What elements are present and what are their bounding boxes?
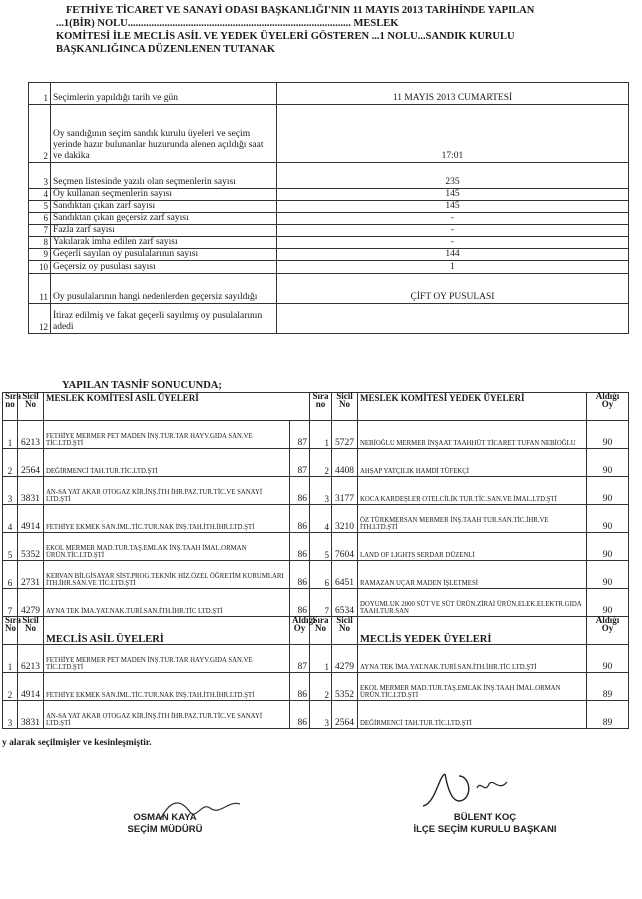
signer-name-right: BÜLENT KOÇ (453, 812, 517, 823)
signature-block-right (400, 812, 570, 836)
council-row (3, 645, 629, 673)
alternate-member-name: EKOL MERMER MAD.TUR.TAŞ.EMLAK İNŞ.TAAH İMAL.ORMAN ÜRÜN.TİC.LTD.ŞTİ (358, 673, 587, 701)
row-number: 2 (3, 673, 18, 701)
header-line-4: BAŞKANLIĞINCA DÜZENLENEN TUTANAK (56, 44, 275, 55)
member-votes: 86 (290, 561, 310, 589)
summary-row-label: Geçerli sayılan oy pusulalarının sayısı (51, 249, 277, 261)
summary-row-label: Seçimlerin yapıldığı tarih ve gün (51, 83, 277, 105)
header-vote: Aldığı Oy (587, 393, 629, 421)
summary-row-value: 145 (277, 201, 629, 213)
alternate-row-number: 4 (310, 505, 332, 533)
summary-row-label: Sandıktan çıkan zarf sayısı (51, 201, 277, 213)
alternate-registry-number: 5352 (332, 673, 358, 701)
alternate-registry-number: 3177 (332, 477, 358, 505)
summary-row-label: Fazla zarf sayısı (51, 225, 277, 237)
alternate-row-number: 3 (310, 477, 332, 505)
member-name: AN-SA YAT AKAR OTOGAZ KİR.İNŞ.İTH İHR.PAZ.TUR.TİC.VE SANAYİ LTD.ŞTİ (44, 477, 290, 505)
signer-name-left: OSMAN KAYA (133, 812, 197, 823)
summary-row-value (277, 304, 629, 334)
alternate-row-number: 5 (310, 533, 332, 561)
header-committee-alternate: MESLEK KOMİTESİ YEDEK ÜYELERİ (358, 393, 587, 421)
summary-row (29, 249, 629, 261)
council-header-sira: Sıra No (3, 617, 18, 645)
member-name: EKOL MERMER MAD.TUR.TAŞ.EMLAK İNŞ.TAAH İMAL.ORMAN ÜRÜN.TİC.LTD.ŞTİ (44, 533, 290, 561)
alternate-registry-number: 4408 (332, 449, 358, 477)
summary-row-value: 17:01 (277, 105, 629, 163)
alternate-member-name: ÖZ TÜRKMERSAN MERMER İNŞ.TAAH TUR.SAN.TİC.İHR.VE İTH.LTD.ŞTİ (358, 505, 587, 533)
member-votes: 86 (290, 505, 310, 533)
row-number: 6 (3, 561, 18, 589)
member-votes: 86 (290, 701, 310, 729)
alternate-member-name: DOYUMLUK 2000 SÜT VE SÜT ÜRÜN.ZİRAİ ÜRÜN.ELEK.ELEKTR.GIDA TAAH.TUR.SAN (358, 589, 587, 617)
summary-row-value: - (277, 225, 629, 237)
document-header (56, 4, 636, 56)
alternate-member-votes: 89 (587, 673, 629, 701)
summary-row-value: 11 MAYIS 2013 CUMARTESİ (277, 83, 629, 105)
alternate-member-name: RAMAZAN UÇAR MADEN İŞLETMESİ (358, 561, 587, 589)
summary-row-number: 6 (29, 213, 51, 225)
committee-row (3, 505, 629, 533)
summary-row-value: 145 (277, 189, 629, 201)
summary-row-number: 8 (29, 237, 51, 249)
summary-row-number: 7 (29, 225, 51, 237)
header-sira-2: Sıra no (310, 393, 332, 421)
row-number: 4 (3, 505, 18, 533)
header-committee-main: MESLEK KOMİTESİ ASİL ÜYELERİ (44, 393, 310, 421)
alternate-member-name: NEBİOĞLU MERMER İNŞAAT TAAHHÜT TİCARET TUFAN NEBİOĞLU (358, 421, 587, 449)
header-line-3: KOMİTESİ İLE MECLİS ASİL VE YEDEK ÜYELERİ GÖSTEREN ...1 NOLU...SANDIK KURULU (56, 31, 515, 42)
council-header-main: MECLİS ASİL ÜYELERİ (44, 617, 290, 645)
alternate-member-name: KOCA KARDEŞLER OTELCİLİK TUR.TİC.SAN.VE İMAL.LTD.ŞTİ (358, 477, 587, 505)
alternate-row-number: 7 (310, 589, 332, 617)
alternate-row-number: 1 (310, 421, 332, 449)
member-name: FETHİYE MERMER PET MADEN İNŞ.TUR.TAR HAYV.GIDA SAN.VE TİC.LTD.ŞTİ (44, 421, 290, 449)
summary-row-number: 4 (29, 189, 51, 201)
member-name: AYNA TEK İMA.YAT.NAK.TURİ.SAN.İTH.İHR.TİC LTD.ŞTİ (44, 589, 290, 617)
summary-row (29, 304, 629, 334)
alternate-row-number: 2 (310, 449, 332, 477)
council-header-row (3, 617, 629, 645)
row-number: 5 (3, 533, 18, 561)
committee-row (3, 421, 629, 449)
row-number: 7 (3, 589, 18, 617)
summary-row (29, 201, 629, 213)
summary-row-value: - (277, 213, 629, 225)
council-row (3, 673, 629, 701)
council-header-sira-2: Sıra No (310, 617, 332, 645)
registry-number: 4914 (18, 673, 44, 701)
registry-number: 2564 (18, 449, 44, 477)
member-name: FETHİYE EKMEK SAN.İML.TİC.TUR.NAK İNŞ.TAH.İTH.İHR.LTD.ŞTİ (44, 673, 290, 701)
alternate-row-number: 2 (310, 673, 332, 701)
closing-statement: y alarak seçilmişler ve kesinleşmiştir. (2, 738, 152, 748)
alternate-registry-number: 7604 (332, 533, 358, 561)
member-name: KERVAN BİLGİSAYAR SİST.PROG.TEKNİK HİZ.ÖZEL ÖĞRETİM KURUMLARI İTH.İHR.SAN.VE TİC.LTD.ŞTİ (44, 561, 290, 589)
registry-number: 3831 (18, 477, 44, 505)
summary-row (29, 225, 629, 237)
committee-row (3, 533, 629, 561)
member-votes: 86 (290, 589, 310, 617)
summary-row-value: ÇİFT OY PUSULASI (277, 274, 629, 304)
council-header-vote: Aldığı Oy (290, 617, 310, 645)
registry-number: 2731 (18, 561, 44, 589)
header-line-1: FETHİYE TİCARET VE SANAYİ ODASI BAŞKANLIĞI'NIN 11 MAYIS 2013 TARİHİNDE YAPILAN (66, 5, 535, 16)
council-header-alternate: MECLİS YEDEK ÜYELERİ (358, 617, 587, 645)
header-sicil: Sicil No (18, 393, 44, 421)
registry-number: 4914 (18, 505, 44, 533)
summary-row-value: - (277, 237, 629, 249)
summary-row (29, 83, 629, 105)
member-votes: 87 (290, 645, 310, 673)
alternate-member-votes: 90 (587, 561, 629, 589)
summary-row-value: 235 (277, 163, 629, 189)
alternate-member-votes: 90 (587, 589, 629, 617)
member-votes: 86 (290, 477, 310, 505)
registry-number: 5352 (18, 533, 44, 561)
summary-row-number: 10 (29, 261, 51, 274)
council-header-sicil-2: Sicil No (332, 617, 358, 645)
summary-row-label: İtiraz edilmiş ve fakat geçerli sayılmış oy pusulalarının adedi (51, 304, 277, 334)
header-line-2: ...1(BİR) NOLU..................................................................................... MESLEK (56, 18, 399, 29)
summary-row (29, 163, 629, 189)
alternate-member-votes: 90 (587, 449, 629, 477)
member-votes: 87 (290, 449, 310, 477)
signer-title-right: İLÇE SEÇİM KURULU BAŞKANI (413, 824, 557, 835)
alternate-row-number: 3 (310, 701, 332, 729)
committee-header-row (3, 393, 629, 421)
alternate-member-name: AYNA TEK İMA.YAT.NAK.TURİ.SAN.İTH.İHR.TİC LTD.ŞTİ (358, 645, 587, 673)
summary-row-label: Geçersiz oy pusulası sayısı (51, 261, 277, 274)
election-summary-table (28, 82, 629, 334)
alternate-member-votes: 89 (587, 701, 629, 729)
summary-row (29, 213, 629, 225)
row-number: 2 (3, 449, 18, 477)
summary-row (29, 261, 629, 274)
alternate-member-name: AHŞAP YATÇILIK HAMDİ TÜFEKÇİ (358, 449, 587, 477)
summary-row-number: 5 (29, 201, 51, 213)
alternate-registry-number: 6534 (332, 589, 358, 617)
committee-row (3, 449, 629, 477)
council-header-vote-2: Aldığı Oy (587, 617, 629, 645)
summary-row-label: Sandıktan çıkan geçersiz zarf sayısı (51, 213, 277, 225)
summary-row-label: Oy kullanan seçmenlerin sayısı (51, 189, 277, 201)
summary-row-label: Seçmen listesinde yazılı olan seçmenlerin sayısı (51, 163, 277, 189)
summary-row (29, 105, 629, 163)
summary-row-number: 2 (29, 105, 51, 163)
alternate-registry-number: 6451 (332, 561, 358, 589)
alternate-member-votes: 90 (587, 533, 629, 561)
member-name: FETHİYE MERMER PET MADEN İNŞ.TUR.TAR HAYV.GIDA SAN.VE TİC.LTD.ŞTİ (44, 645, 290, 673)
summary-row (29, 237, 629, 249)
summary-row (29, 189, 629, 201)
committee-row (3, 589, 629, 617)
summary-row-label: Yakılarak imha edilen zarf sayısı (51, 237, 277, 249)
summary-row-number: 9 (29, 249, 51, 261)
signer-title-left: SEÇİM MÜDÜRÜ (127, 824, 203, 835)
summary-row-number: 1 (29, 83, 51, 105)
alternate-registry-number: 4279 (332, 645, 358, 673)
alternate-registry-number: 2564 (332, 701, 358, 729)
summary-row-number: 12 (29, 304, 51, 334)
signature-block-left (110, 812, 220, 836)
member-name: AN-SA YAT AKAR OTOGAZ KİR.İNŞ.İTH İHR.PAZ.TUR.TİC.VE SANAYİ LTD.ŞTİ (44, 701, 290, 729)
summary-row-value: 1 (277, 261, 629, 274)
tally-title: YAPILAN TASNİF SONUCUNDA; (62, 380, 222, 391)
alternate-row-number: 6 (310, 561, 332, 589)
summary-row-value: 144 (277, 249, 629, 261)
alternate-member-votes: 90 (587, 477, 629, 505)
alternate-registry-number: 5727 (332, 421, 358, 449)
summary-row-label: Oy pusulalarının hangi nedenlerden geçersiz sayıldığı (51, 274, 277, 304)
alternate-member-name: DEĞİRMENCİ TAH.TUR.TİC.LTD.ŞTİ (358, 701, 587, 729)
council-header-sicil: Sicil No (18, 617, 44, 645)
council-row (3, 701, 629, 729)
row-number: 1 (3, 645, 18, 673)
member-votes: 87 (290, 421, 310, 449)
summary-row-number: 11 (29, 274, 51, 304)
signature-right (415, 766, 535, 816)
alternate-member-name: LAND OF LIGHTS SERDAR DÜZENLİ (358, 533, 587, 561)
alternate-row-number: 1 (310, 645, 332, 673)
alternate-member-votes: 90 (587, 645, 629, 673)
row-number: 3 (3, 477, 18, 505)
registry-number: 3831 (18, 701, 44, 729)
alternate-registry-number: 3210 (332, 505, 358, 533)
row-number: 1 (3, 421, 18, 449)
row-number: 3 (3, 701, 18, 729)
summary-row-number: 3 (29, 163, 51, 189)
member-name: DEĞİRMENCİ TAH.TUR.TİC.LTD.ŞTİ (44, 449, 290, 477)
member-votes: 86 (290, 533, 310, 561)
registry-number: 6213 (18, 421, 44, 449)
committee-row (3, 561, 629, 589)
alternate-member-votes: 90 (587, 505, 629, 533)
registry-number: 4279 (18, 589, 44, 617)
summary-row-label: Oy sandığının seçim sandık kurulu üyeleri ve seçim yerinde hazır bulunanlar huzurunda alenen açıldığı saat ve dakika (51, 105, 277, 163)
committee-row (3, 477, 629, 505)
member-name: FETHİYE EKMEK SAN.İML.TİC.TUR.NAK İNŞ.TAH.İTH.İHR.LTD.ŞTİ (44, 505, 290, 533)
member-votes: 86 (290, 673, 310, 701)
summary-row (29, 274, 629, 304)
header-sira: Sıra no (3, 393, 18, 421)
alternate-member-votes: 90 (587, 421, 629, 449)
results-table (2, 392, 629, 729)
header-sicil-2: Sicil No (332, 393, 358, 421)
registry-number: 6213 (18, 645, 44, 673)
